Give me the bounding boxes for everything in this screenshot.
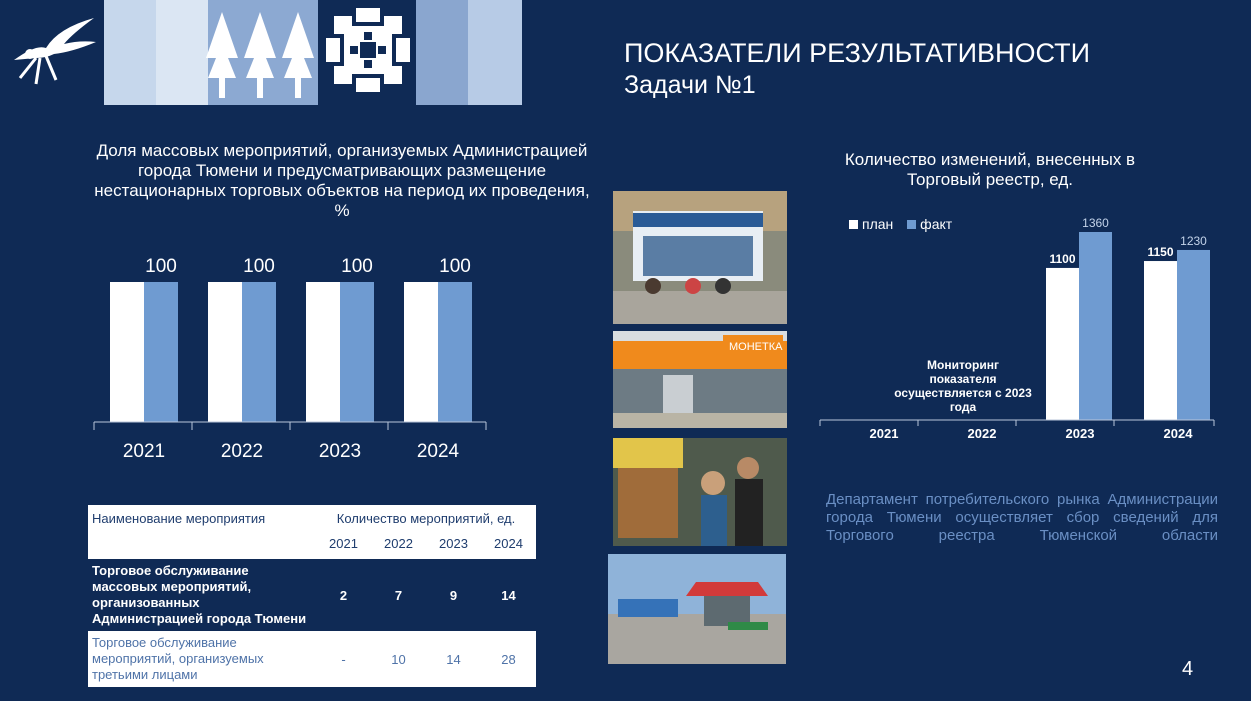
- data-label: 100: [439, 256, 471, 277]
- tick-label: 2021: [869, 426, 899, 441]
- year-cell: 2023: [439, 536, 468, 551]
- left-chart-title: Доля массовых мероприятий, организуемых Администрацией города Тюмени и предусматривающих размещение нестационарных торговых объектов на период их проведения, %: [94, 141, 590, 220]
- data-label: 100: [243, 256, 275, 277]
- year-cell: 2024: [494, 536, 523, 551]
- bar: [340, 282, 374, 422]
- row-value: 14: [446, 651, 461, 667]
- legend-fact-label: факт: [920, 216, 953, 232]
- data-label: 100: [145, 256, 177, 277]
- year-cell: 2022: [384, 536, 413, 551]
- bar: [1144, 261, 1177, 420]
- tick-label: 2023: [1065, 426, 1095, 441]
- monitoring-note: Мониторинг показателя осуществляется с 2023 года: [894, 358, 1032, 414]
- data-label: 1230: [1180, 233, 1207, 248]
- department-note: Департамент потребительского рынка Администрации города Тюмени осуществляет сбор сведений для Торгового реестра Тюменской области: [826, 491, 1218, 544]
- photo-shop: [613, 331, 787, 428]
- col-name-header: Наименование мероприятия: [92, 511, 266, 526]
- page-title: ПОКАЗАТЕЛИ РЕЗУЛЬТАТИВНОСТИ: [624, 38, 1091, 68]
- row-value: 7: [394, 587, 403, 603]
- data-label: 1360: [1082, 216, 1109, 230]
- legend-plan-label: план: [862, 216, 894, 232]
- row-name: Торговое обслуживание массовых мероприятий, организованных Администрацией города Тюмени: [92, 563, 307, 626]
- bar: [1046, 268, 1079, 420]
- row-value: 14: [501, 587, 516, 603]
- tick-label: 2023: [318, 441, 362, 462]
- bar: [404, 282, 438, 422]
- page-subtitle: Задачи №1: [624, 71, 756, 99]
- tick-label: 2021: [122, 441, 166, 462]
- table-row: [88, 631, 536, 687]
- data-label: 1150: [1147, 245, 1174, 260]
- row-value: -: [341, 651, 346, 667]
- row-name: Торговое обслуживание мероприятий, организуемых третьими лицами: [92, 635, 264, 682]
- events-table: [88, 505, 536, 687]
- row-value: 2: [339, 587, 348, 603]
- tick-label: 2024: [1163, 426, 1193, 441]
- photo-kiosk: [613, 191, 787, 324]
- data-label: 1100: [1049, 251, 1076, 266]
- header-banner: [104, 0, 522, 105]
- bar: [306, 282, 340, 422]
- left-bar-chart: [88, 250, 498, 470]
- tick-label: 2024: [416, 441, 460, 462]
- shop-sign: МОНЕТКА: [729, 341, 783, 353]
- page-number: 4: [1182, 658, 1194, 680]
- table-row: [88, 559, 536, 631]
- bar: [438, 282, 472, 422]
- photo-fair: [613, 438, 787, 546]
- logo-icon: [6, 14, 98, 86]
- bar: [110, 282, 144, 422]
- year-cell: 2021: [329, 536, 358, 551]
- row-value: 9: [449, 587, 458, 603]
- bar: [1079, 232, 1112, 420]
- tick-label: 2022: [220, 441, 264, 462]
- tick-label: 2022: [967, 426, 997, 441]
- bar: [144, 282, 178, 422]
- bar: [208, 282, 242, 422]
- table-header-row: [88, 505, 536, 532]
- row-value: 10: [391, 651, 406, 667]
- ornament-icon: [326, 8, 410, 92]
- photo-cafe: [608, 554, 786, 664]
- data-label: 100: [341, 256, 373, 277]
- bar: [242, 282, 276, 422]
- row-value: 28: [501, 651, 516, 667]
- col-count-header: Количество мероприятий, ед.: [336, 511, 516, 526]
- right-chart-title: Количество изменений, внесенных в Торговый реестр, ед.: [844, 150, 1136, 189]
- bar: [1177, 250, 1210, 420]
- trees-icon: [202, 8, 318, 100]
